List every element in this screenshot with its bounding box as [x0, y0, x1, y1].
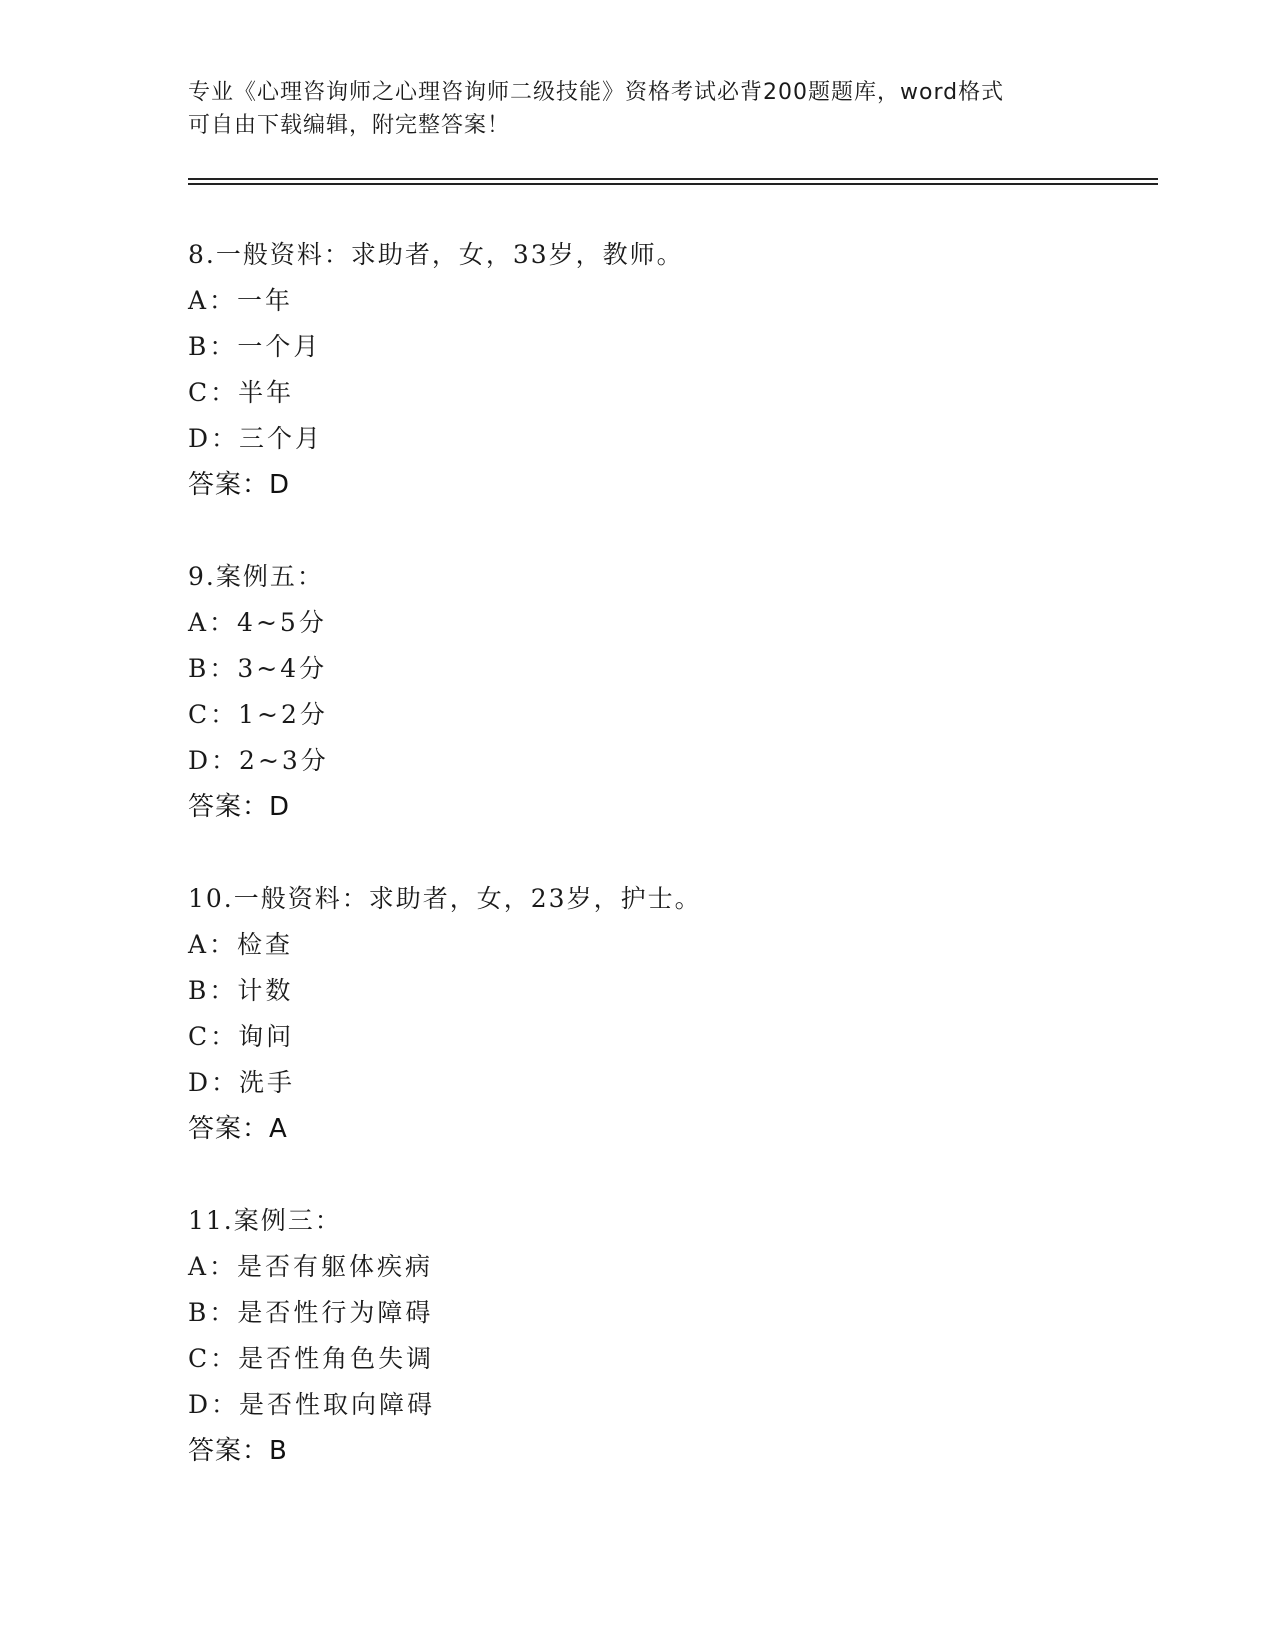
- option-b: B：一个月: [188, 332, 322, 361]
- question-stem: 11.案例三：: [188, 1206, 342, 1235]
- option-b: B：是否性行为障碍: [188, 1298, 434, 1327]
- answer-line: 答案：D: [188, 470, 291, 500]
- option-a: A：一年: [188, 286, 294, 315]
- option-b: B：3~4分: [188, 654, 328, 683]
- option-d: D：2~3分: [188, 746, 329, 775]
- option-c: C：是否性角色失调: [188, 1344, 435, 1373]
- question-stem: 9.案例五：: [188, 562, 324, 591]
- question-list: [188, 232, 1148, 1474]
- question-8: [188, 232, 1148, 508]
- question-9: [188, 554, 1148, 830]
- option-c: C：半年: [188, 378, 295, 407]
- option-c: C：询问: [188, 1022, 295, 1051]
- option-a: A：检查: [188, 930, 294, 959]
- option-d: D：是否性取向障碍: [188, 1390, 436, 1419]
- option-a: A：4~5分: [188, 608, 327, 637]
- header-title-line-2: 可自由下载编辑，附完整答案！: [188, 113, 511, 138]
- question-10: [188, 876, 1148, 1152]
- header-divider-top: [188, 178, 1158, 180]
- question-11: [188, 1198, 1148, 1474]
- option-a: A：是否有躯体疾病: [188, 1252, 434, 1281]
- option-d: D：洗手: [188, 1068, 296, 1097]
- option-d: D：三个月: [188, 424, 324, 453]
- answer-line: 答案：B: [188, 1436, 288, 1466]
- answer-line: 答案：D: [188, 792, 291, 822]
- document-header: [188, 76, 1088, 142]
- header-divider-bottom: [188, 183, 1158, 185]
- header-title-line-1: 专业《心理咨询师之心理咨询师二级技能》资格考试必背200题题库，word格式: [188, 80, 1005, 105]
- option-b: B：计数: [188, 976, 294, 1005]
- option-c: C：1~2分: [188, 700, 328, 729]
- question-stem: 10.一般资料：求助者，女，23岁，护士。: [188, 884, 702, 913]
- question-stem: 8.一般资料：求助者，女，33岁，教师。: [188, 240, 684, 269]
- answer-line: 答案：A: [188, 1114, 288, 1144]
